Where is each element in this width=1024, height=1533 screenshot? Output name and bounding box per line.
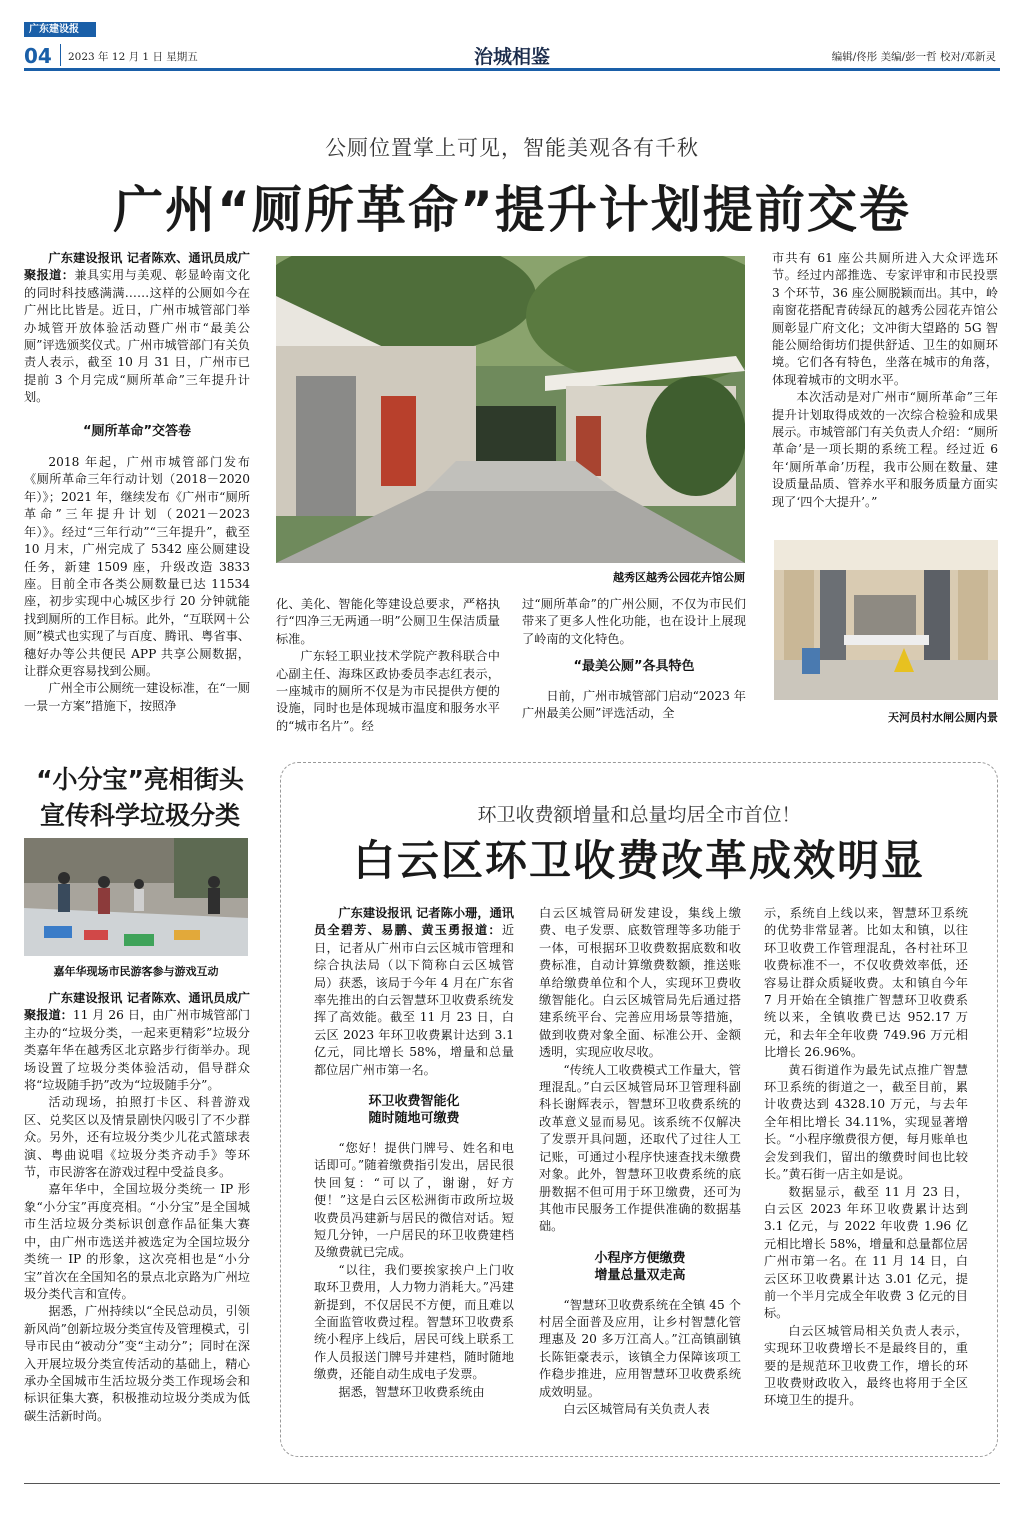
article3-headline-line-1: “小分宝”亮相街头 bbox=[36, 765, 244, 794]
header-rule bbox=[24, 68, 1000, 71]
article2-column-1 bbox=[314, 905, 514, 1401]
article2-para-9: 白云区城管局相关负责人表示，实现环卫收费增长不是最终目的，重要的是规范环卫收费工作，增长的环卫收费财政收入，最终也将用于全区环境卫生的提升。 bbox=[764, 1323, 968, 1408]
editor-credits: 编辑/佟彤 美编/彭一哲 校对/邓新灵 bbox=[831, 51, 996, 63]
article2-subhead-1 bbox=[314, 1093, 514, 1128]
article2-para-4: “传统人工收费模式工作量大，管理混乱。”白云区城管局环卫管理科副科长谢辉表示，智慧环卫收费系统的改革意义显而易见。该系统不仅解决了发票开具问题，还取代了过往人工记账，可通过小程序快速查找未缴费对象。此外，智慧环卫收费系统的底册数据不但可用于环卫缴费，还可为其他市民服务工作提供准确的数据基础。 bbox=[539, 1062, 741, 1234]
article2-para-7: 黄石街道作为最先试点推广智慧环卫系统的街道之一，截至目前，累计收费达到 4328.10 万元，与去年全年相比增长 34.11%，实现显著增长。“小程序缴费很方便，每月账单也会发到我们，留出的缴费时间也比较长。”黄石街一店主如是说。 bbox=[764, 1062, 968, 1182]
article2-para-6-start: 白云区城管局有关负责人表 bbox=[563, 1401, 710, 1416]
photo-carnival-svg bbox=[24, 838, 248, 956]
article3-para-1: 活动现场，拍照打卡区、科普游戏区、兑奖区以及情景剧快闪吸引了不少群众。另外，还有垃圾分类少儿花式篮球表演、粤曲说唱《垃圾分类齐动手》等环节，市民游客在游戏过程中受益良多。 bbox=[24, 1095, 250, 1180]
page-number: 04 bbox=[24, 44, 52, 68]
article1-para-3-cont: 过“厕所革命”的广州公厕，不仅为市民们带来了更多人性化功能，也在设计上展现了岭南的文化特色。 bbox=[522, 597, 746, 646]
paper-name-badge: 广东建设报 bbox=[24, 22, 96, 37]
article2-para-3-start: 据悉，智慧环卫收费系统由 bbox=[338, 1384, 485, 1399]
article2-lead: 近日，记者从广州市白云区城市管理和综合执法局（以下简称白云区城管局）获悉，该局于今年 4 月在广东省率先推出的白云智慧环卫收费系统发挥了高效能。截至 11 月 23 日，白云区 2023 年环卫收费累计达到 3.1 亿元，同比增长 58%，增量和总量都位居广州市第一名。 bbox=[314, 923, 514, 1077]
article1-para-5: 本次活动是对广州市“厕所革命”三年提升计划取得成效的一次综合检验和成果展示。市城管部门有关负责人介绍：“厕所革命’是一项长期的系统工程。经过近 6 年‘厕所革命’历程，我市公厕在数量、建设质量品质、管养水平和服务质量方面实现了‘四个大提升’。” bbox=[772, 390, 998, 509]
article2-subhead-1-line-2: 随时随地可缴费 bbox=[368, 1111, 460, 1127]
article1-subhead-1: “厕所革命”交答卷 bbox=[82, 423, 192, 439]
article2-subhead-2-line-1: 小程序方便缴费 bbox=[594, 1250, 686, 1266]
article1-column-1 bbox=[24, 250, 250, 715]
article2-column-3 bbox=[764, 905, 968, 1410]
article1-column-2 bbox=[276, 596, 500, 735]
article2-column-2 bbox=[539, 905, 741, 1418]
article2-kicker: 环卫收费额增量和总量均居全市首位！ bbox=[477, 804, 801, 826]
article2-para-1: “您好！提供门牌号、姓名和电话即可。”随着缴费指引发出，居民很快回复：“可以了，谢谢，好方便！”这是白云区松洲街市政所垃圾收费员冯建新与居民的微信对话。短短几分钟，一户居民的环卫收费建档及缴费就已完成。 bbox=[314, 1140, 514, 1260]
article1-lead: 兼具实用与美观、彰显岭南文化的同时科技感满满……这样的公厕如今在广州比比皆是。近日，广州市城管部门举办城管开放体验活动暨广州市“最美公厕”评选颁奖仪式。广州市城管部门有关负责人表示，截至 10 月 31 日，广州市已提前 3 个月完成“厕所革命”三年提升计划。 bbox=[24, 268, 251, 405]
article3-headline-line-2: 宣传科学垃圾分类 bbox=[39, 801, 240, 830]
article1-para-2-cont: 化、美化、智能化等建设总要求，严格执行“四净三无两通一明”公厕卫生保洁质量标准。 bbox=[276, 597, 500, 646]
article3-headline bbox=[24, 762, 256, 834]
footer-rule bbox=[24, 1483, 1000, 1484]
photo-flower-pavilion-svg bbox=[276, 256, 745, 563]
article1-para-4-cont: 市共有 61 座公共厕所进入大众评选环节。经过内部推选、专家评审和市民投票 3 个环节，36 座公厕脱颖而出。其中，岭南窗花搭配青砖绿瓦的越秀公园花卉馆公厕彰显广府文化；文冲街大望路的 5G 智能公厕给街坊们提供舒适、卫生的如厕环境。它们各有特色，坐落在城市的角落，体现着城市的文明水平。 bbox=[772, 251, 999, 387]
article3-para-3: 据悉，广州持续以“全民总动员，引领新风尚”创新垃圾分类宣传及管理模式，引导市民由“被动分”变“主动分”；同时在深入开展垃圾分类宣传活动的基础上，精心承办全国城市生活垃圾分类工作现场会和标识征集大赛，积极推动垃圾分类成为低碳生活新时尚。 bbox=[24, 1304, 250, 1423]
photo2-caption: 天河员村水闸公厕内景 bbox=[888, 711, 998, 724]
article2-byline: 广东建设报讯 记者陈小珊，通讯员全碧芳、易鹏、黄玉勇报道： bbox=[314, 906, 514, 938]
article2-para-8: 数据显示，截至 11 月 23 日，白云区 2023 年环卫收费累计达到 3.1 亿元，与 2022 年收费 1.96 亿元相比增长 58%，增量和总量都位居广州市第一名。在 11 月 14 日，白云区环卫收费累计达 3.01 亿元，提前一个半月完成全年收费 3 亿元的目标。 bbox=[764, 1184, 968, 1321]
article3-byline: 广东建设报讯 记者陈欢、通讯员成广聚报道： bbox=[24, 991, 250, 1023]
photo-flower-pavilion-toilet bbox=[276, 256, 745, 563]
article1-byline: 广东建设报讯 记者陈欢、通讯员成广聚报道： bbox=[24, 251, 250, 283]
article1-para-3: 广东轻工职业技术学院产教科联合中心副主任、海珠区政协委员李志红表示，一座城市的厕所不仅是为市民提供方便的设施，同时也是体现城市温度和服务水平的“城市名片”。经 bbox=[276, 649, 500, 733]
article3-para-2: 嘉年华中，全国垃圾分类统一 IP 形象“小分宝”再度亮相。“小分宝”是全国城市生活垃圾分类标识创意作品征集大赛中，由广州市选送并被选定为全国垃圾分类统一 IP 的形象，这次亮相也是“小分宝”首次在全国知名的景点北京路为广州垃圾分类代言和宣传。 bbox=[24, 1182, 250, 1301]
photo-interior-svg bbox=[774, 540, 998, 700]
photo1-caption: 越秀区越秀公园花卉馆公厕 bbox=[613, 571, 745, 584]
article2-subhead-1-line-1: 环卫收费智能化 bbox=[368, 1094, 460, 1110]
article2-headline: 白云区环卫收费改革成效明显 bbox=[352, 836, 925, 885]
article2-subhead-2-line-2: 增量总量双走高 bbox=[594, 1268, 686, 1284]
article1-column-3 bbox=[522, 596, 746, 722]
section-title: 治城相鉴 bbox=[473, 46, 550, 68]
article1-para-1: 2018 年起，广州市城管部门发布《厕所革命三年行动计划（2018－2020 年）》；2021 年，继续发布《广州市“厕所革命”三年提升计划（2021－2023 年）》。经过“三年行动”“三年提升”，截至 10 月末，广州完成了 5342 座公厕建设任务，新建 1509 座，升级改造 3833 座。目前全市各类公厕数量已达 11534 座，初步实现中心城区步行 20 分钟就能找到厕所的工作目标。此外，“互联网＋公厕”模式也实现了与百度、腾讯、粤省事、穗好办等公共便民 APP 共享公厕数据，让群众更容易找到公厕。 bbox=[24, 455, 250, 678]
article2-para-6-cont: 示，系统自上线以来，智慧环卫系统的优势非常显著。比如太和镇，以往环卫收费工作管理混乱，各村社环卫收费标准不一，不仅收费效率低，还容易让群众质疑收费。太和镇自今年 7 月开始在全镇推广智慧环卫收费系统以来，全镇收费已达 952.17 万元，和去年全年收费 749.96 万元相比增长 26.96%。 bbox=[764, 906, 968, 1060]
article2-subhead-2 bbox=[539, 1250, 741, 1285]
article1-kicker: 公厕位置掌上可见，智能美观各有千秋 bbox=[325, 136, 699, 160]
photo-water-gate-toilet-interior bbox=[774, 540, 998, 700]
article1-para-2-start: 广州全市公厕统一建设标准，在“一厕一景一方案”措施下，按照净 bbox=[24, 681, 250, 713]
article1-headline: 广州“厕所革命”提升计划提前交卷 bbox=[113, 181, 911, 239]
article1-subhead-2: “最美公厕”各具特色 bbox=[573, 659, 695, 675]
issue-date: 2023 年 12 月 1 日 星期五 bbox=[68, 51, 198, 63]
article2-para-2: “以往，我们要挨家挨户上门收取环卫费用，人力物力消耗大。”冯建新提到，不仅居民不方便，而且难以全面监管收费过程。智慧环卫收费系统小程序上线后，居民可线上联系工作人员报送门牌号并建档，随时随地缴费，还能自动生成电子发票。 bbox=[314, 1262, 514, 1382]
article2-para-3-cont: 白云区城管局研发建设，集线上缴费、电子发票、底数管理等多功能于一体，可根据环卫收费数据底数和收费标准，自动计算缴费数额，推送账单给缴费单位和个人，实现环卫费收缴智能化。白云区城管局先后通过搭建系统平台、完善应用场景等措施，做到收费对象全面、标准公开、金额透明，实现应收尽收。 bbox=[539, 906, 741, 1060]
photo-carnival bbox=[24, 838, 248, 956]
photo3-caption: 嘉年华现场市民游客参与游戏互动 bbox=[53, 965, 219, 978]
article2-para-5: “智慧环卫收费系统在全镇 45 个村居全面普及应用，让乡村智慧化管理惠及 20 多万江高人。”江高镇副镇长陈钜豪表示，该镇全力保障该项工作稳步推进，应用智慧环卫收费系统成效明显。 bbox=[539, 1297, 741, 1399]
article1-column-4 bbox=[772, 250, 998, 511]
article1-para-4-start: 日前，广州市城管部门启动“2023 年广州最美公厕”评选活动，全 bbox=[522, 688, 746, 721]
article3-body bbox=[24, 990, 250, 1425]
article3-lead: 11 月 26 日，由广州市城管部门主办的“垃圾分类，一起来更精彩”垃圾分类嘉年华在越秀区北京路步行街举办。现场设置了垃圾分类体验活动，倡导群众将“垃圾随手扔”改为“垃圾随手分”。 bbox=[24, 1008, 251, 1093]
